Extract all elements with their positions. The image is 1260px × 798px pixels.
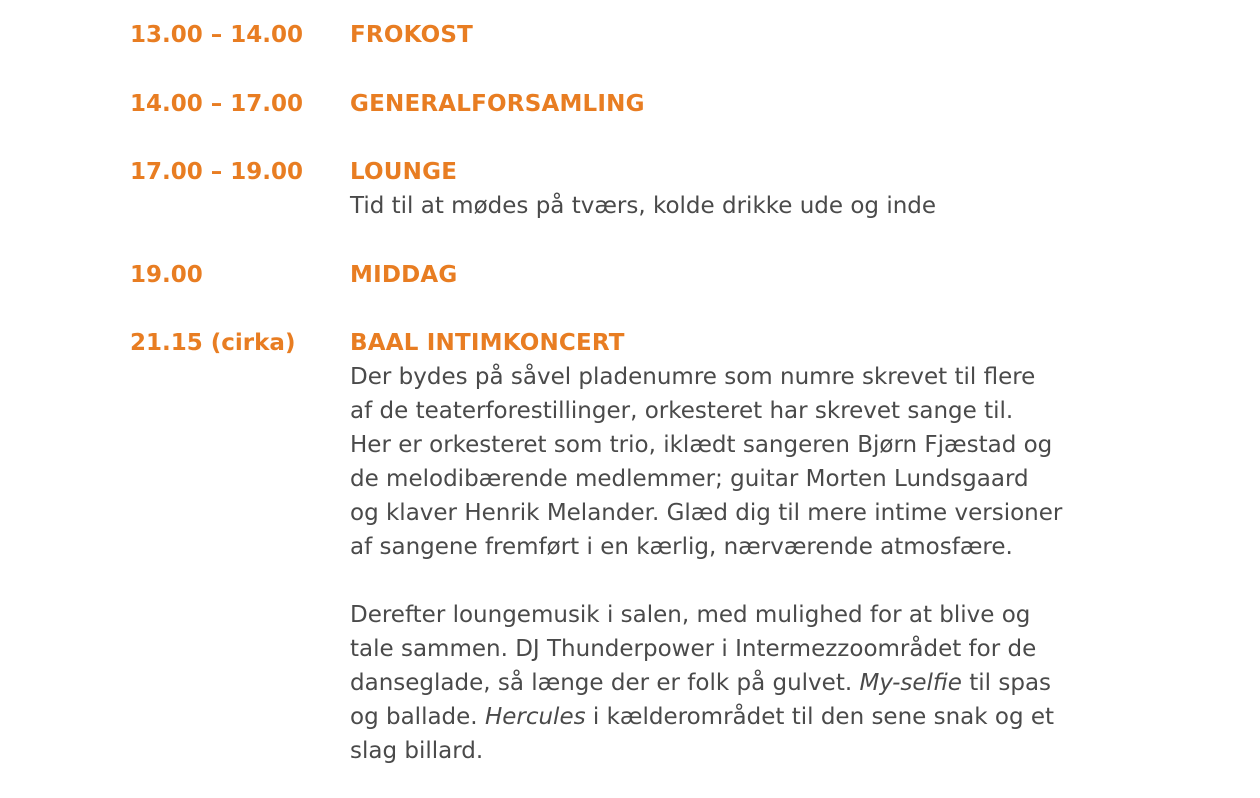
text-segment: danseglade, så længe der er folk på gulvet.	[350, 670, 860, 696]
schedule-row-koncert	[130, 326, 1230, 768]
schedule-row-lounge	[130, 155, 1230, 223]
text-segment: til spas	[961, 670, 1052, 696]
schedule-content	[350, 18, 1170, 52]
venue-name-hercules: Hercules	[484, 704, 586, 730]
description-line: og klaver Henrik Melander. Glæd dig til mere intime versioner	[350, 500, 1063, 526]
schedule-time: 17.00 – 19.00	[130, 159, 304, 185]
schedule-time: 19.00	[130, 262, 203, 288]
concert-description	[350, 360, 1170, 564]
description-line: de melodibærende medlemmer; guitar Morten Lundsgaard	[350, 466, 1029, 492]
schedule-row-generalforsamling	[130, 87, 1230, 121]
schedule-title: BAAL INTIMKONCERT	[350, 330, 625, 356]
description-line: af sangene fremført i en kærlig, nærværende atmosfære.	[350, 534, 1013, 560]
schedule-title: LOUNGE	[350, 159, 458, 185]
schedule-title: GENERALFORSAMLING	[350, 91, 645, 117]
description-line: slag billard.	[350, 738, 484, 764]
afterparty-description	[350, 598, 1170, 768]
text-segment: i kælderområdet til den sene snak og et	[585, 704, 1055, 730]
schedule-row-frokost	[130, 18, 1230, 52]
schedule-title: FROKOST	[350, 22, 473, 48]
venue-name-myselfie: My-selfie	[859, 670, 962, 696]
schedule-time: 21.15 (cirka)	[130, 330, 296, 356]
schedule-content	[350, 155, 1170, 223]
description-line: Tid til at mødes på tværs, kolde drikke ude og inde	[350, 193, 937, 219]
schedule-content	[350, 326, 1170, 768]
description-line: Derefter loungemusik i salen, med mulighed for at blive og	[350, 602, 1031, 628]
schedule-content	[350, 258, 1170, 292]
schedule-title: MIDDAG	[350, 262, 458, 288]
schedule-row-middag	[130, 258, 1230, 292]
description-line: af de teaterforestillinger, orkesteret har skrevet sange til.	[350, 398, 1014, 424]
description-line: Der bydes på såvel pladenumre som numre skrevet til flere	[350, 364, 1036, 390]
schedule-content	[350, 87, 1170, 121]
description-line: tale sammen. DJ Thunderpower i Intermezzoområdet for de	[350, 636, 1037, 662]
text-segment: og ballade.	[350, 704, 485, 730]
description-line: Her er orkesteret som trio, iklædt sangeren Bjørn Fjæstad og	[350, 432, 1053, 458]
schedule-time: 14.00 – 17.00	[130, 91, 304, 117]
schedule-description	[350, 189, 1170, 223]
description-line	[350, 700, 1170, 734]
schedule-time: 13.00 – 14.00	[130, 22, 304, 48]
description-line	[350, 666, 1170, 700]
